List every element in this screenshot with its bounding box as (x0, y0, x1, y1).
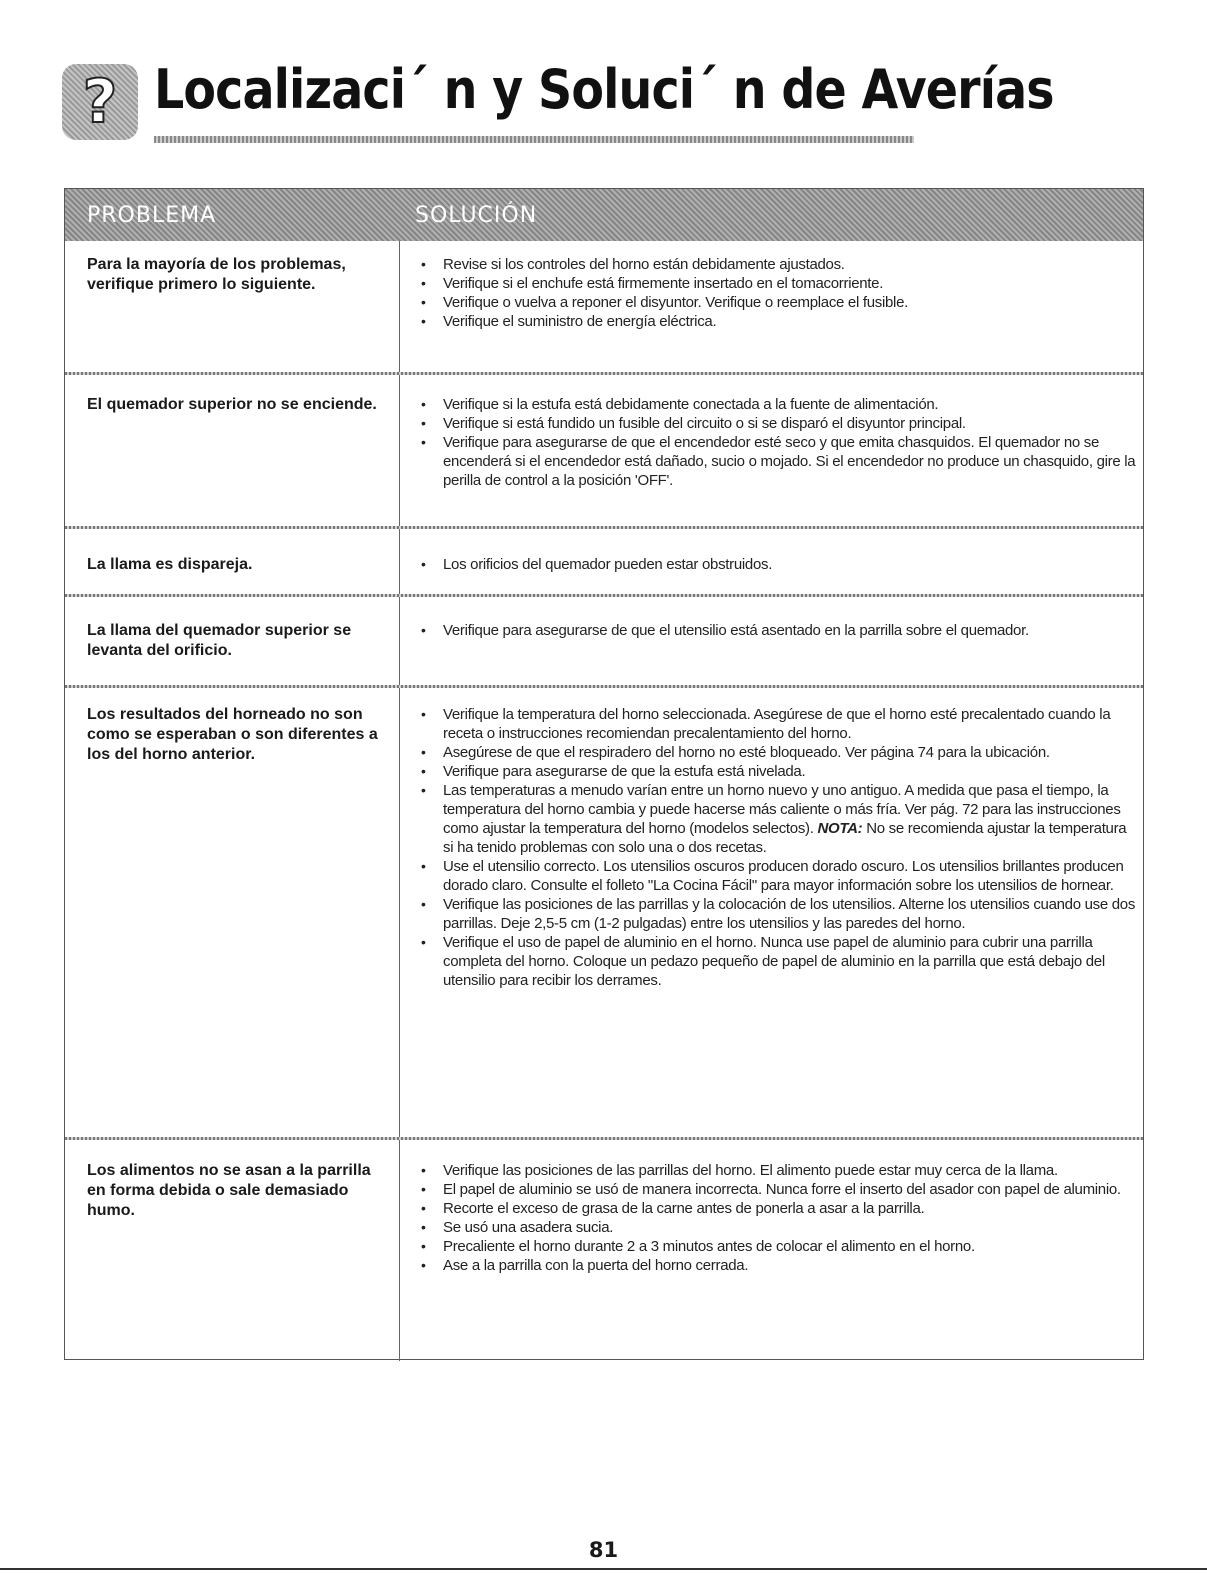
solution-item: • Verifique si el enchufe está firmemente insertado en el tomacorriente. (417, 274, 1139, 293)
solution-item: • Verifique el suministro de energía eléctrica. (417, 312, 1139, 331)
solution-item: • Verifique para asegurarse de que la estufa está nivelada. (417, 762, 1139, 781)
problem-cell: El quemador superior no se enciende. (87, 396, 377, 413)
solution-item: • Verifique si la estufa está debidamente conectada a la fuente de alimentación. (417, 395, 1139, 414)
header-solution: SOLUCIÓN (415, 203, 538, 228)
solution-item: • Se usó una asadera sucia. (417, 1218, 1139, 1237)
solution-list (417, 255, 1139, 331)
solution-item: • Verifique si está fundido un fusible del circuito o si se disparó el disyuntor principal. (417, 414, 1139, 433)
solution-text: Las temperaturas a menudo varían entre un horno nuevo y uno antiguo. A medida que pasa el tiempo, la temperatura del horno cambia y puede hacerse más caliente o más fría. Ver pág. 72 para las instrucciones como ajustar la temperatura del horno (modelos selectos). (443, 782, 1121, 837)
question-mark-icon: ? (62, 64, 138, 140)
solution-item: • Verifique el uso de papel de aluminio en el horno. Nunca use papel de aluminio para cubrir una parrilla completa del horno. Coloque un pedazo pequeño de papel de aluminio en la parrilla que está debajo del utensilio para recibir los derrames. (417, 933, 1139, 990)
solution-item: • El papel de aluminio se usó de manera incorrecta. Nunca forre el inserto del asador con papel de aluminio. (417, 1180, 1139, 1199)
solution-item: • Ase a la parrilla con la puerta del horno cerrada. (417, 1256, 1139, 1275)
table-header (65, 189, 1143, 241)
solution-list (417, 555, 1139, 574)
page-title: Localizaci´ n y Soluci´ n de Averías (154, 58, 1054, 121)
problem-cell: La llama del quemador superior se levanta del orificio. (87, 622, 352, 659)
title-underline (154, 136, 914, 143)
problem-cell: La llama es dispareja. (87, 556, 253, 573)
solution-item: • Precaliente el horno durante 2 a 3 minutos antes de colocar el alimento en el horno. (417, 1237, 1139, 1256)
row-divider (65, 594, 1143, 597)
note-text: No se recomienda ajustar la temperatura si ha tenido problemas con solo una o dos recetas. (443, 820, 1127, 856)
column-divider (399, 241, 400, 1361)
header-problem: PROBLEMA (87, 203, 217, 228)
problem-cell: Para la mayoría de los problemas, verifique primero lo siguiente. (87, 256, 346, 293)
solution-item: • Los orificios del quemador pueden estar obstruidos. (417, 555, 1139, 574)
problem-cell: Los resultados del horneado no son como se esperaban o son diferentes a los del horno anterior. (87, 706, 378, 763)
row-divider (65, 372, 1143, 375)
solution-item: • Verifique la temperatura del horno seleccionada. Asegúrese de que el horno esté precalentado cuando la receta o instrucciones recomiendan precalentamiento del horno. (417, 705, 1139, 743)
solution-item: • Verifique o vuelva a reponer el disyuntor. Verifique o reemplace el fusible. (417, 293, 1139, 312)
troubleshooting-table (64, 188, 1144, 1360)
solution-list (417, 1161, 1139, 1275)
page-number: 81 (588, 1538, 619, 1562)
solution-list (417, 705, 1139, 990)
solution-item: • Asegúrese de que el respiradero del horno no esté bloqueado. Ver página 74 para la ubicación. (417, 743, 1139, 762)
solution-list (417, 621, 1139, 640)
solution-item (417, 781, 1139, 857)
note-label: NOTA: (817, 820, 863, 837)
solution-item: • Verifique las posiciones de las parrillas del horno. El alimento puede estar muy cerca de la llama. (417, 1161, 1139, 1180)
row-divider (65, 1137, 1143, 1140)
page-header (62, 58, 1054, 148)
row-divider (65, 526, 1143, 529)
solution-item: • Verifique las posiciones de las parrillas y la colocación de los utensilios. Alterne los utensilios cuando use dos parrillas. Deje 2,5-5 cm (1-2 pulgadas) entre los utensilios y las paredes del horno. (417, 895, 1139, 933)
solution-item: • Use el utensilio correcto. Los utensilios oscuros producen dorado oscuro. Los utensilios brillantes producen dorado claro. Consulte el folleto "La Cocina Fácil" para mayor información sobre los utensilios de hornear. (417, 857, 1139, 895)
row-divider (65, 685, 1143, 688)
problem-cell: Los alimentos no se asan a la parrilla en forma debida o sale demasiado humo. (87, 1162, 371, 1219)
solution-item: • Verifique para asegurarse de que el utensilio está asentado en la parrilla sobre el quemador. (417, 621, 1139, 640)
solution-item: • Recorte el exceso de grasa de la carne antes de ponerla a asar a la parrilla. (417, 1199, 1139, 1218)
solution-item: • Verifique para asegurarse de que el encendedor esté seco y que emita chasquidos. El quemador no se encenderá si el encendedor está dañado, sucio o mojado. Si el encendedor no produce un chasquido, gire la perilla de control a la posición 'OFF'. (417, 433, 1139, 490)
solution-list (417, 395, 1139, 490)
bottom-rule (0, 1568, 1207, 1570)
solution-item: • Revise si los controles del horno están debidamente ajustados. (417, 255, 1139, 274)
